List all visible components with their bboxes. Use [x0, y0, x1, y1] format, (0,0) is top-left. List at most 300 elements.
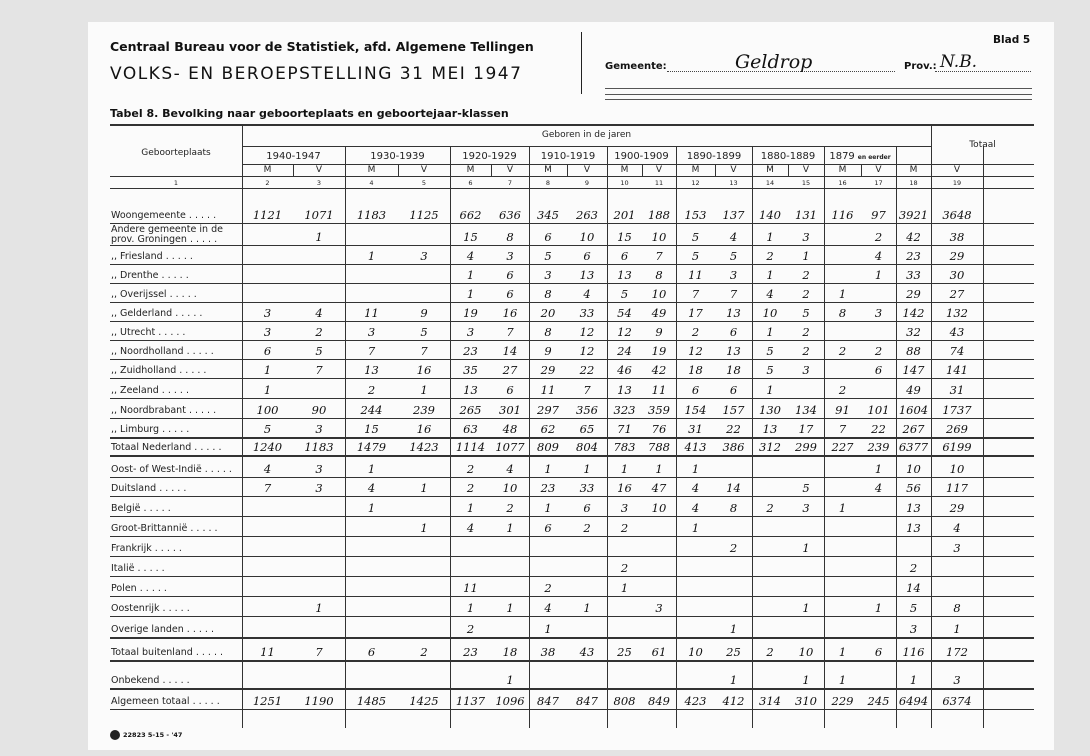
- table-cell: 1737: [942, 403, 972, 417]
- table-cell: 6: [583, 249, 591, 263]
- table-cell: 1077: [495, 440, 525, 454]
- year-group-header: 1910-1919: [540, 151, 596, 162]
- sex-header: M: [909, 165, 918, 175]
- table-cell: 11: [260, 645, 275, 659]
- table-cell: 1479: [356, 440, 387, 454]
- table-cell: 4: [367, 481, 376, 495]
- sex-header: V: [655, 165, 663, 175]
- table-cell: 19: [651, 344, 667, 358]
- table-cell: 22: [871, 422, 886, 436]
- table-cell: 2: [583, 521, 591, 535]
- table-cell: 5: [315, 344, 323, 358]
- table-cell: 97: [871, 208, 886, 222]
- col-header-place: Geboorteplaats: [141, 148, 211, 158]
- table-cell: 18: [688, 363, 703, 377]
- table-cell: 6: [874, 645, 883, 659]
- table-cell: 783: [613, 440, 636, 454]
- table-cell: 2: [802, 287, 810, 301]
- table-cell: 2: [802, 344, 810, 358]
- leader-dots: . . . . .: [189, 696, 220, 707]
- table-cell: 267: [902, 422, 925, 436]
- header-line: [110, 176, 1034, 177]
- table-cell: 1: [620, 462, 629, 476]
- table-cell: 1: [420, 383, 428, 397]
- table-cell: 1: [544, 462, 552, 476]
- row-label: Oost- of West-Indië . . . . .: [111, 464, 232, 475]
- row-label: Duitsland . . . . .: [111, 483, 187, 494]
- row-line: [110, 637, 1034, 639]
- table-cell: 131: [795, 208, 817, 222]
- table-cell: 1: [466, 287, 475, 301]
- table-cell: 61: [651, 645, 667, 659]
- year-group-header: 1880-1889: [760, 151, 816, 162]
- table-cell: 7: [583, 383, 591, 397]
- print-code: [110, 730, 182, 740]
- column-number: 8: [545, 179, 551, 187]
- table-cell: 71: [617, 422, 632, 436]
- table-cell: 239: [413, 403, 435, 417]
- column-number: 12: [691, 179, 700, 187]
- leader-dots: . . . . .: [158, 385, 189, 396]
- table-cell: 1: [367, 501, 376, 515]
- table-cell: 54: [617, 306, 632, 320]
- table-title: Tabel 8. Bevolking naar geboorteplaats en geboortejaar-klassen: [110, 107, 509, 120]
- table-cell: 15: [463, 230, 478, 244]
- table-cell: 1: [874, 601, 883, 615]
- row-label: Totaal buitenland . . . . .: [111, 647, 224, 658]
- table-cell: 2: [691, 325, 700, 339]
- row-label: Andere gemeente in de prov. Groningen . . . . .: [111, 224, 223, 245]
- table-cell: 1: [506, 521, 514, 535]
- table-cell: 5: [766, 363, 774, 377]
- table-cell: 7: [729, 287, 738, 301]
- year-group-header: 1890-1899: [686, 151, 742, 162]
- leader-dots: . . . . .: [187, 523, 218, 534]
- table-cell: 13: [617, 268, 632, 282]
- table-cell: 1190: [304, 694, 334, 708]
- table-cell: 1: [766, 325, 774, 339]
- table-cell: 23: [906, 249, 921, 263]
- column-number: 4: [369, 179, 374, 187]
- table-cell: 6: [506, 287, 514, 301]
- table-cell: 22: [579, 363, 595, 377]
- gemeente-value: Geldrop: [735, 51, 813, 73]
- table-cell: 141: [946, 363, 968, 377]
- table-cell: 3: [953, 541, 961, 555]
- table-cell: 29: [949, 501, 965, 515]
- table-cell: 1071: [304, 208, 334, 222]
- sheet-number: Blad 5: [993, 34, 1031, 46]
- leader-dots: . . . . .: [156, 483, 187, 494]
- table-cell: 3: [506, 249, 514, 263]
- table-cell: 10: [949, 462, 965, 476]
- province-value: N.B.: [940, 52, 978, 72]
- row-line: [110, 516, 1034, 517]
- table-cell: 5: [766, 344, 774, 358]
- table-cell: 172: [946, 645, 968, 659]
- table-cell: 3: [315, 422, 323, 436]
- sex-header: V: [506, 165, 514, 175]
- printer-logo-icon: [110, 730, 120, 740]
- table-cell: 1121: [252, 208, 283, 222]
- table-cell: 227: [831, 440, 854, 454]
- sex-header: V: [802, 165, 810, 175]
- table-cell: 2: [466, 481, 475, 495]
- table-cell: 154: [684, 403, 707, 417]
- table-cell: 1: [263, 383, 272, 397]
- table-cell: 35: [463, 363, 478, 377]
- table-cell: 18: [726, 363, 741, 377]
- leader-dots: . . . . .: [159, 675, 190, 686]
- row-line: [110, 556, 1034, 557]
- table-cell: 3: [802, 230, 810, 244]
- row-label: België . . . . .: [111, 503, 171, 514]
- leader-dots: . . . . .: [183, 346, 214, 357]
- row-line: [110, 321, 1034, 322]
- table-cell: 2: [909, 561, 918, 575]
- table-cell: 140: [759, 208, 781, 222]
- header-rule: [605, 94, 1032, 95]
- table-cell: 4: [729, 230, 738, 244]
- table-cell: 13: [906, 521, 921, 535]
- row-line: [110, 283, 1034, 284]
- table-cell: 2: [420, 645, 428, 659]
- row-label: Algemeen totaal . . . . .: [111, 696, 220, 707]
- table-cell: 3: [420, 249, 428, 263]
- table-cell: 3: [953, 673, 961, 687]
- table-cell: 808: [613, 694, 636, 708]
- table-cell: 7: [506, 325, 514, 339]
- column-number: 7: [507, 179, 513, 187]
- table-cell: 31: [688, 422, 703, 436]
- table-cell: 229: [831, 694, 854, 708]
- row-line: [110, 576, 1034, 577]
- table-cell: 1: [544, 622, 552, 636]
- table-cell: 1183: [304, 440, 334, 454]
- table-cell: 33: [906, 268, 921, 282]
- table-cell: 5: [263, 422, 272, 436]
- table-cell: 6: [691, 383, 700, 397]
- table-cell: 90: [311, 403, 327, 417]
- row-line: [110, 418, 1034, 419]
- sex-header: V: [315, 165, 323, 175]
- row-line: [110, 496, 1034, 497]
- table-cell: 10: [906, 462, 921, 476]
- table-cell: 13: [579, 268, 595, 282]
- table-cell: 5: [909, 601, 918, 615]
- table-cell: 3: [802, 501, 810, 515]
- table-cell: 4: [466, 249, 475, 263]
- table-cell: 2: [506, 501, 514, 515]
- row-line: [110, 245, 1034, 246]
- table-cell: 1: [691, 521, 700, 535]
- row-line: [110, 536, 1034, 537]
- column-number: 3: [316, 179, 322, 187]
- table-cell: 1: [367, 249, 376, 263]
- table-cell: 25: [617, 645, 632, 659]
- table-cell: 7: [691, 287, 700, 301]
- form-title: VOLKS- EN BEROEPSTELLING 31 MEI 1947: [110, 64, 523, 84]
- row-label: ,, Utrecht . . . . .: [111, 327, 186, 338]
- row-label: Frankrijk . . . . .: [111, 543, 182, 554]
- row-label: ,, Drenthe . . . . .: [111, 270, 189, 281]
- table-cell: 1: [655, 462, 663, 476]
- table-cell: 147: [902, 363, 925, 377]
- table-cell: 16: [416, 422, 432, 436]
- table-cell: 4: [766, 287, 774, 301]
- table-cell: 7: [315, 645, 323, 659]
- table-cell: 4: [874, 249, 883, 263]
- table-cell: 14: [906, 581, 921, 595]
- sex-header: V: [730, 165, 737, 175]
- table-cell: 636: [499, 208, 521, 222]
- sex-header: M: [838, 165, 847, 175]
- row-label: ,, Zuidholland . . . . .: [111, 365, 207, 376]
- sex-header: V: [583, 165, 591, 175]
- table-cell: 265: [459, 403, 482, 417]
- table-cell: 1: [620, 581, 629, 595]
- header-line: [110, 188, 1034, 189]
- table-cell: 1: [838, 673, 847, 687]
- table-cell: 1: [506, 673, 514, 687]
- row-label: ,, Noordbrabant . . . . .: [111, 405, 217, 416]
- sex-header: M: [263, 165, 272, 175]
- table-cell: 323: [613, 403, 636, 417]
- sex-header: V: [953, 165, 961, 175]
- leader-dots: . . . . .: [136, 583, 167, 594]
- table-cell: 1096: [495, 694, 525, 708]
- table-cell: 1183: [356, 208, 387, 222]
- row-line: [110, 455, 1034, 457]
- leader-dots: . . . . .: [201, 464, 232, 475]
- table-cell: 153: [684, 208, 707, 222]
- sex-header: M: [544, 165, 552, 175]
- table-cell: 301: [499, 403, 521, 417]
- table-cell: 76: [651, 422, 667, 436]
- table-cell: 2: [766, 501, 774, 515]
- table-cell: 31: [949, 383, 965, 397]
- table-cell: 4: [691, 501, 700, 515]
- table-cell: 7: [838, 422, 847, 436]
- year-group-header: 1900-1909: [614, 151, 669, 162]
- table-cell: 1: [583, 462, 591, 476]
- column-number: 17: [874, 179, 883, 187]
- table-cell: 1: [874, 268, 883, 282]
- table-cell: 1: [466, 501, 475, 515]
- table-cell: 13: [906, 501, 921, 515]
- table-cell: 3648: [942, 208, 972, 222]
- table-cell: 8: [838, 306, 847, 320]
- table-cell: 20: [540, 306, 556, 320]
- table-cell: 29: [949, 249, 965, 263]
- table-cell: 2: [367, 383, 376, 397]
- table-cell: 2: [802, 325, 810, 339]
- table-cell: 423: [684, 694, 707, 708]
- table-cell: 359: [648, 403, 670, 417]
- table-cell: 29: [906, 287, 921, 301]
- row-label: ,, Gelderland . . . . .: [111, 308, 203, 319]
- column-number: 15: [801, 179, 811, 187]
- table-cell: 10: [651, 287, 667, 301]
- table-cell: 2: [766, 249, 774, 263]
- leader-dots: . . . . .: [176, 365, 207, 376]
- table-cell: 809: [537, 440, 559, 454]
- row-line: [110, 398, 1034, 399]
- sex-header: V: [420, 165, 428, 175]
- table-cell: 11: [463, 581, 478, 595]
- table-cell: 8: [544, 325, 552, 339]
- table-cell: 10: [798, 645, 814, 659]
- table-cell: 15: [364, 422, 379, 436]
- table-cell: 1: [729, 673, 738, 687]
- row-label: Overige landen . . . . .: [111, 624, 214, 635]
- row-label: Italië . . . . .: [111, 563, 165, 574]
- row-label: Onbekend . . . . .: [111, 675, 190, 686]
- column-number: 10: [620, 179, 629, 187]
- table-cell: 1: [766, 383, 774, 397]
- table-cell: 42: [651, 363, 667, 377]
- table-cell: 12: [579, 344, 595, 358]
- row-label: ,, Noordholland . . . . .: [111, 346, 214, 357]
- column-number: 5: [421, 179, 427, 187]
- table-cell: 32: [906, 325, 921, 339]
- table-cell: 142: [902, 306, 925, 320]
- table-cell: 1125: [409, 208, 439, 222]
- table-cell: 6: [544, 521, 552, 535]
- column-line: [983, 164, 984, 728]
- table-cell: 1: [802, 601, 810, 615]
- table-cell: 1: [766, 268, 774, 282]
- table-cell: 3: [729, 268, 738, 282]
- column-number: 2: [265, 179, 270, 187]
- table-cell: 1: [838, 645, 847, 659]
- table-cell: 1: [420, 521, 428, 535]
- column-number: 13: [729, 179, 738, 187]
- table-cell: 11: [688, 268, 703, 282]
- table-cell: 6: [263, 344, 272, 358]
- table-cell: 18: [502, 645, 518, 659]
- table-cell: 1: [802, 541, 810, 555]
- row-label: Polen . . . . .: [111, 583, 167, 594]
- table-cell: 4: [263, 462, 272, 476]
- table-cell: 662: [459, 208, 482, 222]
- sex-header: M: [620, 165, 629, 175]
- leader-dots: . . . . .: [191, 442, 222, 453]
- table-cell: 263: [576, 208, 598, 222]
- leader-dots: . . . . .: [159, 424, 190, 435]
- table-cell: 4: [691, 481, 700, 495]
- table-cell: 788: [648, 440, 670, 454]
- table-cell: 14: [726, 481, 741, 495]
- table-cell: 91: [835, 403, 850, 417]
- table-cell: 46: [617, 363, 632, 377]
- gemeente-label: Gemeente:: [605, 61, 667, 72]
- leader-dots: . . . . .: [186, 234, 218, 245]
- table-cell: 43: [579, 645, 595, 659]
- table-cell: 116: [902, 645, 925, 659]
- table-cell: 6: [729, 383, 738, 397]
- table-cell: 13: [762, 422, 778, 436]
- header-line: [242, 146, 931, 147]
- sex-header: V: [875, 165, 882, 175]
- table-cell: 1604: [898, 403, 929, 417]
- table-cell: 245: [867, 694, 890, 708]
- table-cell: 1: [953, 622, 961, 636]
- table-cell: 12: [579, 325, 595, 339]
- leader-dots: . . . . .: [185, 405, 217, 416]
- table-cell: 2: [315, 325, 323, 339]
- province-label: Prov.:: [904, 61, 937, 72]
- table-cell: 25: [726, 645, 741, 659]
- table-cell: 11: [364, 306, 379, 320]
- table-cell: 413: [684, 440, 707, 454]
- table-cell: 412: [722, 694, 745, 708]
- table-cell: 10: [579, 230, 595, 244]
- table-cell: 13: [463, 383, 478, 397]
- table-cell: 62: [540, 422, 556, 436]
- row-line: [110, 223, 1034, 224]
- table-cell: 1: [838, 287, 847, 301]
- table-cell: 7: [655, 249, 663, 263]
- table-cell: 4: [874, 481, 883, 495]
- table-cell: 6: [620, 249, 629, 263]
- table-cell: 1: [420, 481, 428, 495]
- table-cell: 2: [620, 521, 629, 535]
- table-cell: 10: [651, 230, 667, 244]
- table-cell: 43: [949, 325, 965, 339]
- table-cell: 1114: [455, 440, 486, 454]
- row-line: [110, 359, 1034, 360]
- table-cell: 2: [874, 230, 883, 244]
- table-cell: 3: [263, 306, 272, 320]
- row-line: [110, 596, 1034, 597]
- table-cell: 5: [802, 481, 810, 495]
- table-cell: 314: [759, 694, 781, 708]
- table-cell: 22: [726, 422, 741, 436]
- sex-header: M: [691, 165, 700, 175]
- table-cell: 3: [367, 325, 376, 339]
- table-cell: 47: [651, 481, 667, 495]
- table-cell: 9: [420, 306, 428, 320]
- table-cell: 849: [648, 694, 670, 708]
- table-cell: 49: [651, 306, 667, 320]
- table-cell: 3: [909, 622, 918, 636]
- col-header-total: Totaal: [969, 140, 996, 150]
- table-cell: 1: [466, 268, 475, 282]
- table-cell: 1425: [409, 694, 439, 708]
- table-cell: 1: [367, 462, 376, 476]
- year-group-header: 1920-1929: [462, 151, 517, 162]
- table-cell: 2: [874, 344, 883, 358]
- table-cell: 1: [544, 501, 552, 515]
- leader-dots: . . . . .: [155, 327, 186, 338]
- table-cell: 11: [651, 383, 667, 397]
- table-cell: 19: [463, 306, 478, 320]
- table-cell: 6374: [942, 694, 972, 708]
- table-cell: 5: [729, 249, 738, 263]
- table-cell: 16: [617, 481, 632, 495]
- table-cell: 29: [540, 363, 556, 377]
- table-cell: 1: [691, 462, 700, 476]
- row-line: [110, 378, 1034, 379]
- table-cell: 12: [617, 325, 632, 339]
- print-code-text: 22823 5-15 - '47: [123, 731, 183, 739]
- table-cell: 42: [906, 230, 921, 244]
- table-cell: 2: [466, 462, 475, 476]
- table-cell: 312: [759, 440, 781, 454]
- table-cell: 6: [367, 645, 376, 659]
- table-cell: 24: [617, 344, 632, 358]
